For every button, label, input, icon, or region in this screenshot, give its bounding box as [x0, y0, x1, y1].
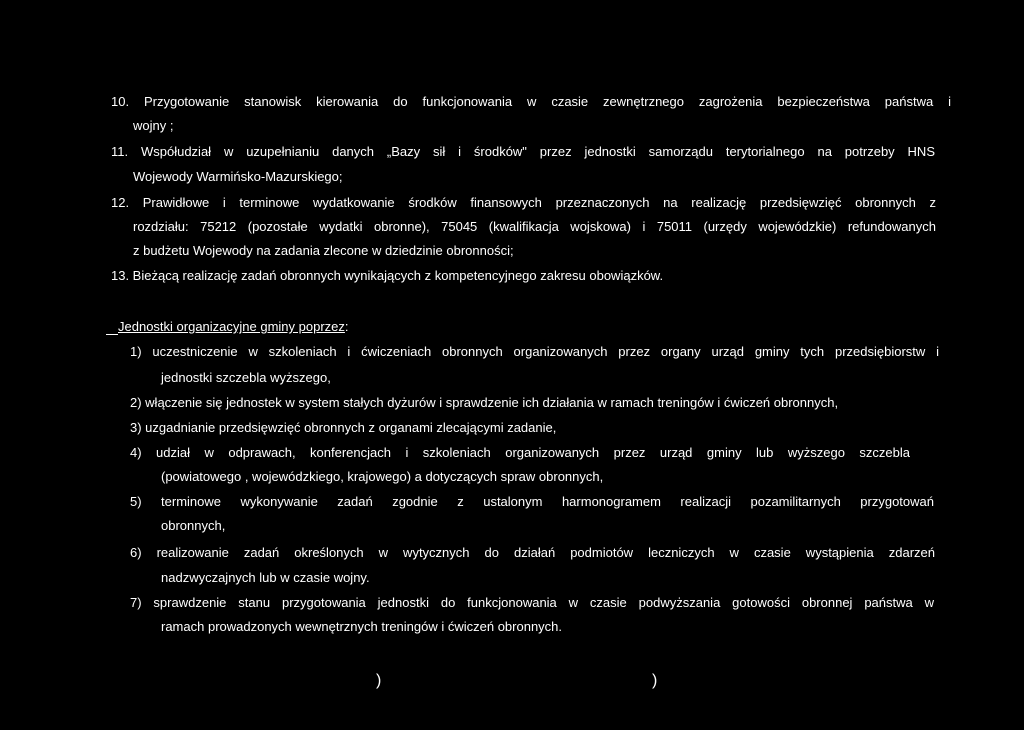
stray-mark-right: ) — [652, 672, 658, 689]
sub-item-1-line-1: 1) uczestniczenie w szkoleniach i ćwiczeniach obronnych organizowanych przez organy urząd gminy tych przedsiębiorstw i — [130, 344, 939, 359]
sub-item-5-line-1: 5) terminowe wykonywanie zadań zgodnie z ustalonym harmonogramem realizacji pozamilitarnych przygotowań — [130, 494, 934, 509]
sub-item-3-line-1: 3) uzgadnianie przedsięwzięć obronnych z organami zlecającymi zadanie, — [130, 420, 557, 435]
sub-item-1-line-2: jednostki szczebla wyższego, — [161, 370, 331, 385]
list-item-10-line-2: wojny ; — [133, 118, 174, 133]
list-item-11-line-1: 11. Współudział w uzupełnianiu danych „Bazy sił i środków" przez jednostki samorządu terytorialnego na potrzeby HNS — [111, 144, 935, 159]
sub-item-4-line-1: 4) udział w odprawach, konferencjach i szkoleniach organizowanych przez urząd gminy lub wyższego szczebla — [130, 445, 910, 460]
section-heading — [118, 319, 349, 335]
sub-item-7-line-1: 7) sprawdzenie stanu przygotowania jednostki do funkcjonowania w czasie podwyższania gotowości obronnej państwa w — [130, 595, 934, 610]
sub-item-2-line-1: 2) włączenie się jednostek w system stałych dyżurów i sprawdzenie ich działania w ramach treningów i ćwiczeń obronnych, — [130, 395, 839, 410]
sub-item-4-line-2: (powiatowego , wojewódzkiego, krajowego) a dotyczących spraw obronnych, — [161, 469, 604, 484]
sub-item-7-line-2: ramach prowadzonych wewnętrznych treningów i ćwiczeń obronnych. — [161, 619, 563, 634]
list-item-12-line-2: rozdziału: 75212 (pozostałe wydatki obronne), 75045 (kwalifikacja wojskowa) i 75011 (urzędy wojewódzkie) refundowanych — [133, 219, 936, 234]
sub-item-6-line-2: nadzwyczajnych lub w czasie wojny. — [161, 570, 370, 585]
section-heading-colon: : — [344, 319, 349, 334]
sub-item-6-line-1: 6) realizowanie zadań określonych w wytycznych do działań podmiotów leczniczych w czasie wystąpienia zdarzeń — [130, 545, 935, 560]
list-item-10-line-1: 10. Przygotowanie stanowisk kierowania do funkcjonowania w czasie zewnętrznego zagrożenia bezpieczeństwa państwa i — [111, 94, 951, 109]
heading-dash — [106, 334, 118, 335]
stray-mark-left: ) — [376, 672, 382, 689]
sub-item-5-line-2: obronnych, — [161, 518, 226, 533]
list-item-12-line-3: z budżetu Wojewody na zadania zlecone w dziedzinie obronności; — [133, 243, 514, 258]
section-heading-underlined: Jednostki organizacyjne gminy poprzez — [118, 319, 345, 334]
list-item-13-line-1: 13. Bieżącą realizację zadań obronnych wynikających z kompetencyjnego zakresu obowiązków. — [111, 268, 664, 283]
list-item-11-line-2: Wojewody Warmińsko-Mazurskiego; — [133, 169, 343, 184]
list-item-12-line-1: 12. Prawidłowe i terminowe wydatkowanie środków finansowych przeznaczonych na realizację przedsięwzięć obronnych z — [111, 195, 936, 210]
